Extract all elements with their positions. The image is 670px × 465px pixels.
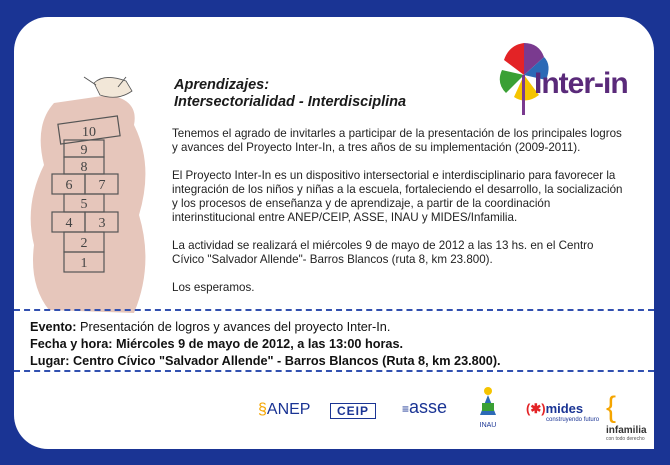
inter-in-wordmark: Inter-in bbox=[534, 67, 628, 100]
hop-number: 5 bbox=[80, 197, 88, 212]
inau-logo: INAU bbox=[476, 385, 500, 427]
divider-top bbox=[14, 309, 654, 311]
divider-bottom bbox=[14, 370, 654, 372]
hop-number: 10 bbox=[82, 125, 96, 140]
event-details: Evento: Presentación de logros y avances del proyecto Inter-In. Fecha y hora: Miércoles 9 de mayo de 2012, a las 13:00 horas. Lugar: Centro Cívico "Salvador Allende" - Barros Blancos (Ruta 8, km 23.800). bbox=[30, 320, 501, 368]
hop-number: 2 bbox=[80, 236, 88, 251]
infamilia-logo: { infamilia con todo derecho bbox=[606, 391, 647, 443]
page-title: Aprendizajes: Intersectorialidad - Interdisciplina bbox=[174, 77, 407, 110]
hop-number: 1 bbox=[80, 256, 88, 271]
paragraph: Los esperamos. bbox=[172, 281, 255, 294]
hop-number: 3 bbox=[98, 216, 106, 231]
paragraph: El Proyecto Inter-In es un dispositivo intersectorial e interdisciplinario para favorecer la integración de los niños y niñas a la escuela, fortaleciendo el desarrollo, la socialización y los procesos de enseñanza y de aprendizaje, a partir de la coordinación interinstitucional entre ANEP/CEIP, ASSE, INAU y MIDES/Infamilia. bbox=[172, 169, 623, 224]
partner-logos bbox=[244, 387, 654, 443]
hop-number: 9 bbox=[80, 143, 88, 158]
ceip-logo: CEIP bbox=[330, 403, 376, 419]
invitation-card bbox=[14, 17, 654, 449]
hop-number: 7 bbox=[98, 178, 106, 193]
hop-number: 4 bbox=[65, 216, 73, 231]
anep-logo: §ANEP bbox=[258, 401, 311, 418]
hopscotch-illustration bbox=[14, 65, 169, 315]
hop-number: 8 bbox=[80, 160, 88, 175]
asse-logo: ≡asse bbox=[402, 397, 448, 417]
hop-number: 6 bbox=[65, 178, 73, 193]
paragraph: La actividad se realizará el miércoles 9 de mayo de 2012 a las 13 hs. en el Centro Cívico "Salvador Allende"- Barros Blancos (ruta 8, km 23.800). bbox=[172, 239, 594, 266]
paragraph: Tenemos el agrado de invitarles a participar de la presentación de los principales logros y avances del Proyecto Inter-In, a tres años de su implementación (2009-2011). bbox=[172, 127, 622, 154]
invitation-body bbox=[172, 127, 627, 309]
child-figure-icon bbox=[84, 77, 132, 97]
mides-logo: (✱)mides construyendo futuro bbox=[526, 401, 600, 423]
